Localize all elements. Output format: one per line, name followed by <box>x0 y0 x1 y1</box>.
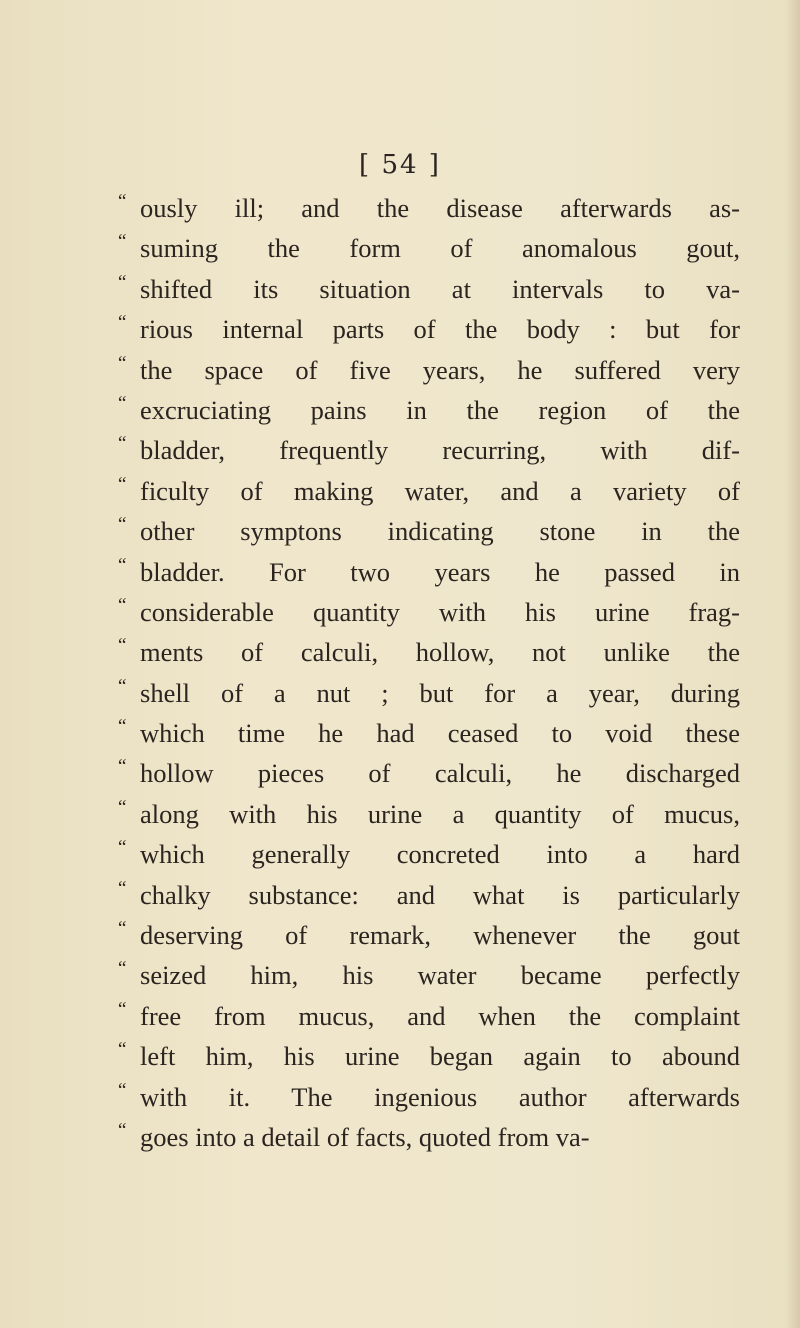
quotation-mark: “ <box>118 635 127 657</box>
line-text: free from mucus, and when the complaint <box>140 1000 740 1031</box>
text-line <box>118 1117 740 1157</box>
line-text: shifted its situation at intervals to va- <box>140 273 740 304</box>
text-line <box>118 592 740 632</box>
text-line <box>118 794 740 834</box>
text-line <box>118 269 740 309</box>
text-line <box>118 390 740 430</box>
line-text: suming the form of anomalous gout, <box>140 233 740 264</box>
text-line <box>118 673 740 713</box>
quotation-mark: “ <box>118 1119 127 1141</box>
line-text: excruciating pains in the region of the <box>140 394 740 425</box>
quotation-mark: “ <box>118 1039 127 1061</box>
line-text: ficulty of making water, and a variety of <box>140 475 740 506</box>
quotation-mark: “ <box>118 191 127 212</box>
text-line <box>118 632 740 672</box>
quotation-mark: “ <box>118 837 127 859</box>
page-number: [ 54 ] <box>359 150 441 180</box>
text-line <box>118 228 740 268</box>
text-line <box>118 552 740 592</box>
line-text: shell of a nut ; but for a year, during <box>140 677 740 708</box>
text-line <box>118 875 740 915</box>
quotation-mark: “ <box>118 312 127 334</box>
line-text: rious internal parts of the body : but for <box>140 314 740 345</box>
line-text: ments of calculi, hollow, not unlike the <box>140 637 740 668</box>
quotation-mark: “ <box>118 352 127 374</box>
line-text: along with his urine a quantity of mucus, <box>140 798 740 829</box>
quotation-mark: “ <box>118 514 127 536</box>
text-line <box>118 753 740 793</box>
quotation-mark: “ <box>118 433 127 455</box>
line-text: which time he had ceased to void these <box>140 718 740 749</box>
text-line <box>118 955 740 995</box>
line-text: the space of five years, he suffered very <box>140 354 740 385</box>
line-text: bladder, frequently recurring, with dif- <box>140 435 740 466</box>
quotation-mark: “ <box>118 675 127 697</box>
quotation-mark: “ <box>118 231 127 253</box>
line-text: seized him, his water became perfectly <box>140 960 740 991</box>
line-text: bladder. For two years he passed in <box>140 556 740 587</box>
quotation-mark: “ <box>118 1079 127 1101</box>
line-text: left him, his urine began again to abound <box>140 1041 740 1072</box>
quotation-mark: “ <box>118 554 127 576</box>
line-text: goes into a detail of facts, quoted from va- <box>140 1121 590 1152</box>
line-text: which generally concreted into a hard <box>140 839 740 870</box>
text-line <box>118 430 740 470</box>
line-text: considerable quantity with his urine frag- <box>140 596 740 627</box>
quotation-mark: “ <box>118 716 127 738</box>
quotation-mark: “ <box>118 473 127 495</box>
text-line <box>118 188 740 228</box>
quotation-mark: “ <box>118 756 127 778</box>
quotation-mark: “ <box>118 271 127 293</box>
text-line <box>118 511 740 551</box>
quotation-mark: “ <box>118 958 127 980</box>
line-text: ously ill; and the disease afterwards as- <box>140 193 740 223</box>
text-line <box>118 996 740 1036</box>
text-line <box>118 471 740 511</box>
text-line <box>118 1036 740 1076</box>
quotation-mark: “ <box>118 998 127 1020</box>
quotation-mark: “ <box>118 392 127 414</box>
quotation-mark: “ <box>118 594 127 616</box>
quotation-mark: “ <box>118 877 127 899</box>
line-text: other symptons indicating stone in the <box>140 516 740 547</box>
text-line <box>118 713 740 753</box>
text-line <box>118 1077 740 1117</box>
line-text: with it. The ingenious author afterwards <box>140 1081 740 1112</box>
text-line <box>118 834 740 874</box>
page-edge-shadow <box>786 0 800 1328</box>
line-text: chalky substance: and what is particularly <box>140 879 740 910</box>
quotation-mark: “ <box>118 918 127 940</box>
quotation-mark: “ <box>118 796 127 818</box>
line-text: deserving of remark, whenever the gout <box>140 920 740 951</box>
body-text <box>118 188 740 1157</box>
text-line <box>118 309 740 349</box>
text-line <box>118 915 740 955</box>
text-line <box>118 350 740 390</box>
line-text: hollow pieces of calculi, he discharged <box>140 758 740 789</box>
